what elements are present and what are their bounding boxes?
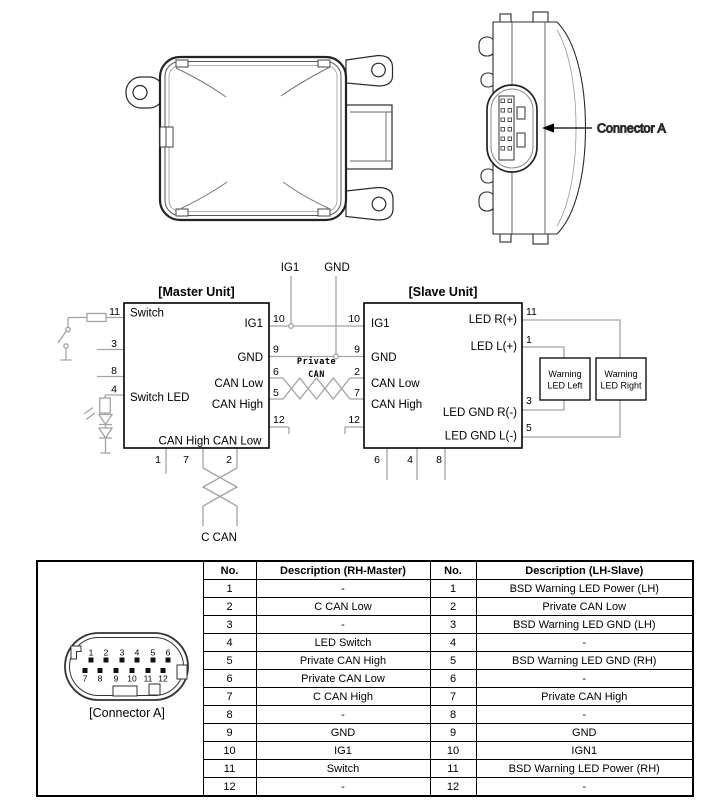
side-tab-left [160, 127, 173, 147]
svg-text:3: 3 [526, 395, 532, 407]
svg-text:12: 12 [273, 414, 285, 426]
master-bottom-can-label: CAN High CAN Low [158, 435, 262, 448]
mounting-lug-top-right [346, 56, 393, 87]
slave-title: [Slave Unit] [408, 285, 478, 299]
rear-connector-block [344, 105, 392, 169]
table-header-row [37, 561, 693, 580]
table-row: 9 GND 9 GND [37, 724, 693, 742]
c-can-twist-a [203, 468, 237, 506]
svg-text:3: 3 [111, 338, 117, 350]
svg-text:LED Left: LED Left [547, 380, 583, 391]
c-can-label: C CAN [201, 532, 237, 544]
master-can-low-label: CAN Low [214, 378, 263, 390]
svg-text:9: 9 [273, 343, 279, 356]
private-can-twist-a [283, 378, 350, 399]
svg-text:1: 1 [155, 454, 161, 466]
table-row: 7 C CAN High 7 Private CAN High [37, 688, 693, 706]
col-header-desc-slave: Description (LH-Slave) [476, 561, 693, 580]
svg-text:8: 8 [436, 454, 442, 466]
svg-text:9: 9 [113, 673, 119, 684]
switch-blade [58, 332, 66, 344]
svg-text:12: 12 [158, 673, 168, 684]
connector-a-pinout-label: [Connector A] [89, 706, 165, 720]
master-switch-led-label: Switch LED [130, 392, 190, 404]
mounting-lug-left [126, 77, 164, 108]
slave-ig1-label: IG1 [371, 318, 390, 330]
svg-text:11: 11 [143, 673, 153, 684]
svg-text:5: 5 [150, 647, 156, 658]
master-ig1-label: IG1 [244, 318, 263, 330]
table-row: 5 Private CAN High 5 BSD Warning LED GND (RH) [37, 652, 693, 670]
connector-pin-table [36, 560, 694, 797]
col-header-no-slave: No. [430, 561, 476, 580]
unit-body-outline [160, 57, 346, 220]
svg-text:Warning: Warning [548, 369, 582, 379]
svg-text:5: 5 [526, 422, 532, 434]
master-switch-label: Switch [130, 307, 164, 320]
col-header-desc-master: Description (RH-Master) [256, 561, 430, 580]
slave-can-low-label: CAN Low [371, 378, 420, 390]
svg-text:3: 3 [119, 647, 125, 658]
svg-text:6: 6 [165, 647, 171, 658]
master-unit [109, 285, 285, 466]
private-can-label-2: CAN [308, 370, 325, 380]
warning-led-right-box [596, 358, 646, 400]
svg-text:2: 2 [103, 647, 109, 658]
table-row: 10 IG1 10 IGN1 [37, 742, 693, 760]
slave-led-gnd-r-label: LED GND R(-) [442, 407, 517, 419]
svg-text:4: 4 [134, 647, 140, 658]
svg-text:1: 1 [88, 647, 94, 658]
slave-led-l-label: LED L(+) [470, 341, 517, 353]
svg-text:8: 8 [97, 673, 103, 684]
svg-text:7: 7 [354, 387, 360, 399]
svg-text:5: 5 [273, 387, 279, 399]
circuit-diagram [58, 262, 646, 544]
gnd-supply-label: GND [324, 262, 350, 274]
bsd-unit-front-view [126, 56, 393, 221]
slave-led-r-label: LED R(+) [468, 314, 517, 326]
slave-led-gnd-l-label: LED GND L(-) [444, 430, 517, 443]
warning-led-left-box [540, 358, 590, 400]
svg-text:4: 4 [407, 454, 413, 466]
bsd-unit-side-view [479, 12, 666, 244]
svg-text:9: 9 [354, 343, 360, 356]
switch-ground [61, 349, 72, 361]
table-row: 1 - 1 BSD Warning LED Power (LH) [37, 580, 693, 598]
svg-text:6: 6 [273, 366, 279, 378]
svg-text:2: 2 [226, 454, 232, 466]
table-row: 2 C CAN Low 2 Private CAN Low [37, 598, 693, 616]
svg-text:11: 11 [109, 306, 120, 318]
svg-text:7: 7 [82, 673, 88, 684]
connector-a-label: Connector A [597, 121, 666, 136]
svg-text:Warning: Warning [604, 369, 638, 379]
master-title: [Master Unit] [158, 285, 235, 299]
col-header-no-master: No. [203, 561, 256, 580]
table-row: 6 Private CAN Low 6 - [37, 670, 693, 688]
resistor-symbol-2 [100, 398, 111, 413]
slave-gnd-label: GND [371, 352, 397, 364]
master-gnd-label: GND [237, 352, 263, 364]
svg-text:12: 12 [348, 414, 360, 426]
svg-text:2: 2 [354, 366, 360, 378]
svg-text:4: 4 [111, 383, 117, 396]
table-row: 11 Switch 11 BSD Warning LED Power (RH) [37, 760, 693, 778]
svg-text:10: 10 [273, 313, 285, 325]
svg-text:8: 8 [111, 365, 117, 377]
svg-text:11: 11 [526, 306, 537, 318]
master-can-high-label: CAN High [211, 399, 263, 411]
table-row: 12 - 12 - [37, 778, 693, 797]
junction-ig1 [289, 324, 294, 329]
svg-text:10: 10 [348, 313, 360, 325]
slave-unit [348, 285, 537, 466]
table-row: 8 - 8 - [37, 706, 693, 724]
private-can-twist-b [283, 378, 350, 399]
table-row: 4 LED Switch 4 - [37, 634, 693, 652]
connector-a-oval [487, 85, 537, 172]
mounting-lug-bottom-right [346, 188, 393, 221]
private-can-label-1: Private [296, 357, 337, 367]
svg-text:LED Right: LED Right [600, 380, 642, 391]
led-light-arrows [84, 408, 95, 420]
svg-text:1: 1 [526, 334, 532, 346]
c-can-twist-b [203, 468, 237, 506]
led-symbol-2 [99, 428, 112, 438]
ig1-supply-label: IG1 [280, 262, 300, 274]
svg-text:7: 7 [183, 454, 189, 466]
table-row: 3 - 3 BSD Warning LED GND (LH) [37, 616, 693, 634]
resistor-symbol [87, 314, 106, 322]
slave-can-high-label: CAN High [371, 399, 423, 411]
connector-drawing-cell [37, 561, 203, 796]
svg-text:6: 6 [374, 454, 380, 466]
led-symbol-1 [84, 408, 112, 425]
svg-text:10: 10 [127, 673, 137, 684]
